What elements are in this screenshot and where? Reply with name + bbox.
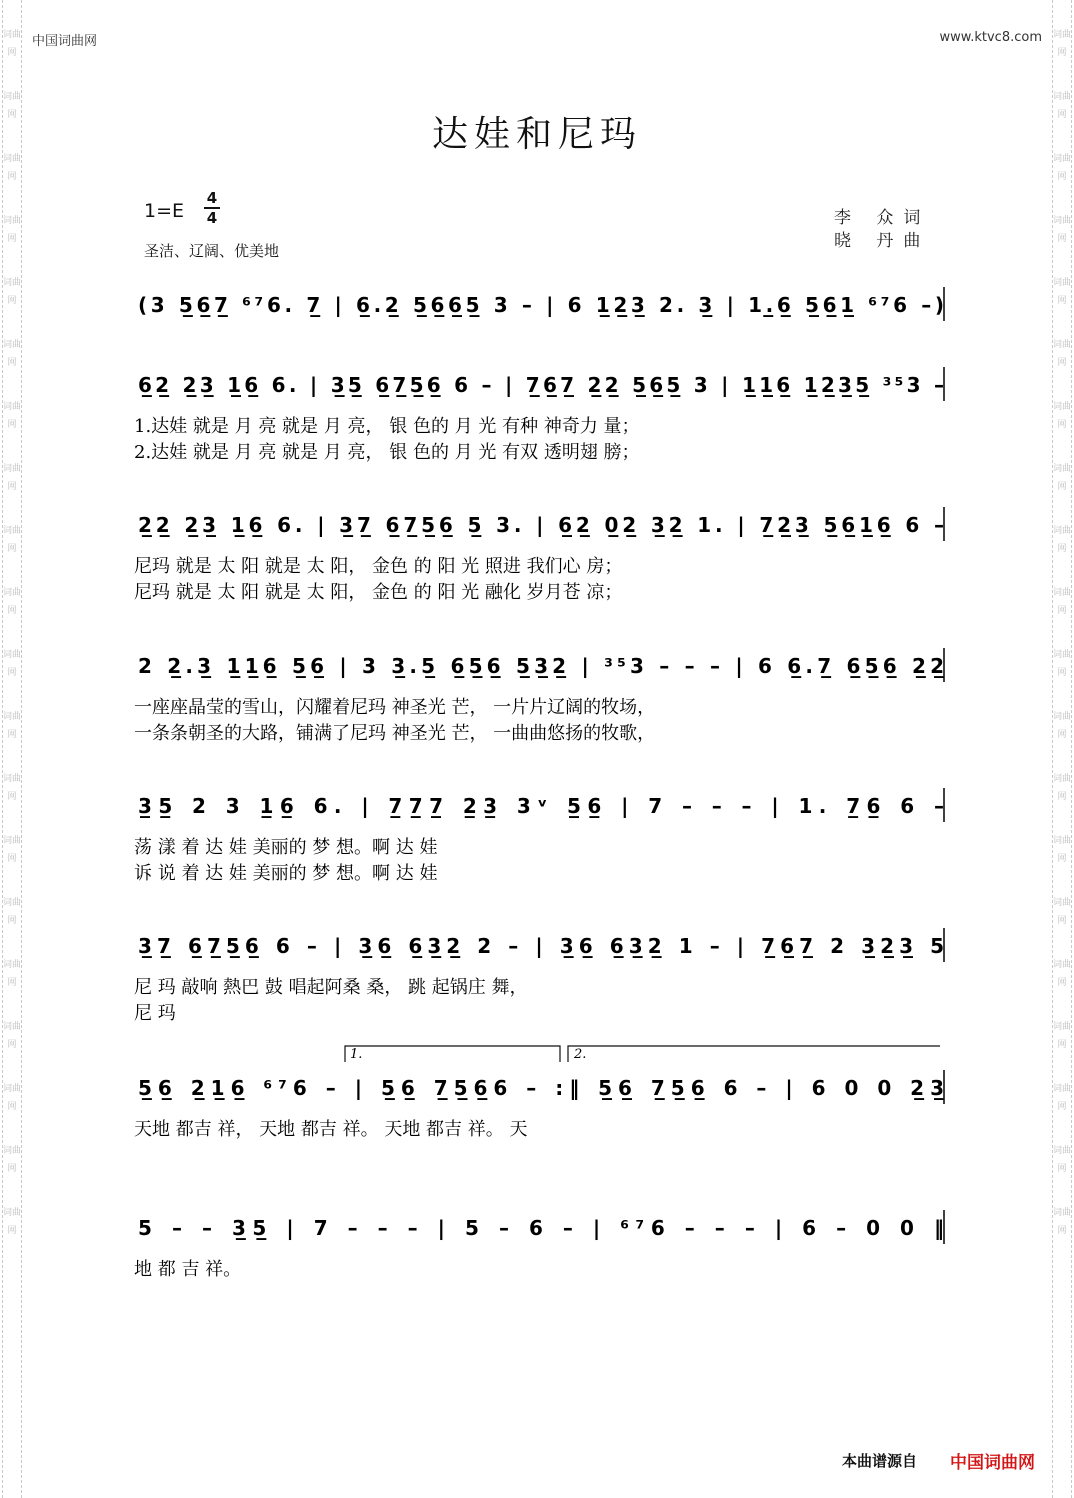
watermark-text: 词曲网 (3, 712, 22, 740)
lyric-line-verse-1: 1.达娃 就是 月 亮 就是 月 亮， 银 色的 月 光 有种 神奇力 量； (134, 416, 640, 437)
notation-line: 2 2̲.3̲ 1̲1̲6̲ 5̲6̲ | 3 3̲.5̲ 6̲5̲6̲ 5̲3̲2̲ | ³⁵3 – – – | 6 6̲.7̲ 6̲5̲6̲ 2̲2̲ (138, 654, 945, 678)
watermark-text: 词曲网 (3, 650, 22, 678)
watermark-text: 词曲网 (1053, 836, 1072, 864)
watermark-text: 词曲网 (3, 588, 22, 616)
watermark-text: 词曲网 (3, 1084, 22, 1112)
watermark-text: 词曲网 (3, 898, 22, 926)
watermark-text: 词曲网 (3, 836, 22, 864)
score-row (134, 788, 944, 884)
notation-line: 5 – – 3̲5̲ | 7 – – – | 5 – 6 – | ⁶⁷6 – – – | 6 – 0 0 ‖ (138, 1216, 944, 1240)
source-brand[interactable]: 中国词曲网 (950, 1453, 1035, 1473)
lyric-line-verse-1: 荡 漾 着 达 娃 美丽的 梦 想。啊 达 娃 (134, 837, 438, 858)
watermark-text: 词曲网 (3, 402, 22, 430)
notation-line: 5̲6̲ 2̲1̲6̲ ⁶⁷6 – | 5̲6̲ 7̲5̲6̲6 – :‖ 5̲6̲ 7̲5̲6̲ 6 – | 6 0 0 2̲3̲ (138, 1076, 944, 1100)
watermark-text: 词曲网 (1053, 526, 1072, 554)
watermark-text: 词曲网 (3, 1022, 22, 1050)
score-row (134, 648, 944, 744)
watermark-text: 词曲网 (1053, 960, 1072, 988)
tempo-marking: 圣洁、辽阔、优美地 (144, 242, 280, 260)
watermark-text: 词曲网 (1053, 1146, 1072, 1174)
volta-first-ending: 1. (350, 1047, 363, 1062)
source-label: 本曲谱源自 (842, 1452, 918, 1470)
watermark-text: 词曲网 (3, 960, 22, 988)
watermark-text: 词曲网 (1053, 30, 1072, 58)
watermark-text: 词曲网 (1053, 1208, 1072, 1236)
watermark-text: 词曲网 (1053, 278, 1072, 306)
notation-line: 3̲5̲ 2 3 1̲6̲ 6. | 7̲7̲7̲ 2̲3̲ 3ᵛ 5̲6̲ | 7 – – – | 1. 7̲6̲ 6 – (138, 794, 944, 818)
watermark-text: 词曲网 (3, 774, 22, 802)
notation-line: 3̲7̲ 6̲7̲5̲6̲ 6 – | 3̲6̲ 6̲3̲2̲ 2 – | 3̲6̲ 6̲3̲2̲ 1 – | 7̲6̲7̲ 2 3̲2̲3̲ 5 (138, 934, 944, 958)
notation-line: (3 5̲6̲7̲ ⁶⁷6. 7̲ | 6̲.2̲ 5̲6̲6̲5̲ 3 – | 6 1̲2̲3̲ 2. 3̲ | 1.̲6̲ 5̲6̲1̲ ⁶⁷6 –) (138, 293, 945, 317)
score-row (134, 1210, 944, 1280)
lyricist-credit: 李 众词 (834, 208, 931, 228)
score-row (134, 1046, 944, 1140)
watermark-text: 词曲网 (1053, 898, 1072, 926)
watermark-text: 词曲网 (3, 216, 22, 244)
watermark-text: 词曲网 (1053, 216, 1072, 244)
song-title: 达娃和尼玛 (431, 114, 642, 155)
volta-bracket (568, 1046, 940, 1062)
score-row (134, 507, 944, 603)
watermark-text: 词曲网 (1053, 712, 1072, 740)
notation-line: 6̲2̲ 2̲3̲ 1̲6̲ 6. | 3̲5̲ 6̲7̲5̲6̲ 6 – | 7̲6̲7̲ 2̲2̲ 5̲6̲5̲ 3 | 1̲1̲6̲ 1̲2̲3̲5̲ ³⁵3 – (138, 373, 944, 397)
watermark-text: 词曲网 (1053, 588, 1072, 616)
site-name-left: 中国词曲网 (32, 34, 98, 49)
watermark-text: 词曲网 (3, 278, 22, 306)
volta-second-ending: 2. (574, 1047, 587, 1062)
lyric-line-verse-1: 一座座晶莹的雪山，闪耀着尼玛 神圣光 芒， 一片片辽阔的牧场， (134, 697, 656, 718)
time-signature-bottom: 4 (206, 209, 218, 227)
watermark-text: 词曲网 (3, 154, 22, 182)
watermark-text: 词曲网 (3, 340, 22, 368)
watermark-text: 词曲网 (1053, 92, 1072, 120)
time-signature-top: 4 (206, 189, 218, 207)
score-row (134, 367, 944, 463)
lyric-line-verse-2: 2.达娃 就是 月 亮 就是 月 亮， 银 色的 月 光 有双 透明翅 膀； (134, 442, 640, 463)
score-row (138, 287, 944, 321)
lyric-line-verse-1: 天地 都吉 祥， 天地 都吉 祥。 天地 都吉 祥。 天 (134, 1119, 528, 1140)
lyric-line-verse-2: 诉 说 着 达 娃 美丽的 梦 想。啊 达 娃 (134, 863, 438, 884)
site-url[interactable]: www.ktvc8.com (939, 30, 1042, 45)
watermark-text: 词曲网 (1053, 1084, 1072, 1112)
lyric-line-verse-1: 地 都 吉 祥。 (134, 1259, 242, 1280)
watermark-text: 词曲网 (3, 1208, 22, 1236)
lyric-line-verse-1: 尼 玛 敲响 熱巴 鼓 唱起阿桑 桑， 跳 起锅庄 舞， (134, 977, 528, 998)
composer-credit: 晓 丹曲 (834, 231, 931, 251)
lyric-line-verse-1: 尼玛 就是 太 阳 就是 太 阳， 金色 的 阳 光 照进 我们心 房； (134, 556, 623, 577)
volta-bracket (345, 1046, 560, 1062)
watermark-text: 词曲网 (3, 30, 22, 58)
watermark-text: 词曲网 (1053, 464, 1072, 492)
watermark-text: 词曲网 (1053, 154, 1072, 182)
lyric-line-verse-2: 尼 玛 (134, 1003, 176, 1024)
watermark-text: 词曲网 (1053, 340, 1072, 368)
lyric-line-verse-2: 尼玛 就是 太 阳 就是 太 阳， 金色 的 阳 光 融化 岁月苍 凉； (134, 582, 623, 603)
watermark-text: 词曲网 (3, 464, 22, 492)
lyric-line-verse-2: 一条条朝圣的大路，铺满了尼玛 神圣光 芒， 一曲曲悠扬的牧歌， (134, 723, 656, 744)
watermark-text: 词曲网 (1053, 402, 1072, 430)
key-signature: 1=E (144, 200, 185, 222)
watermark-text: 词曲网 (3, 92, 22, 120)
watermark-text: 词曲网 (1053, 1022, 1072, 1050)
watermark-text: 词曲网 (1053, 650, 1072, 678)
watermark-text: 词曲网 (1053, 774, 1072, 802)
watermark-text: 词曲网 (3, 1146, 22, 1174)
score-row (134, 928, 944, 1024)
watermark-text: 词曲网 (3, 526, 22, 554)
notation-line: 2̲2̲ 2̲3̲ 1̲6̲ 6. | 3̲7̲ 6̲7̲5̲6̲ 5̲ 3. | 6̲2̲ 0̲2̲ 3̲2̲ 1. | 7̲2̲3̲ 5̲6̲1̲6̲ 6 – (138, 513, 945, 537)
